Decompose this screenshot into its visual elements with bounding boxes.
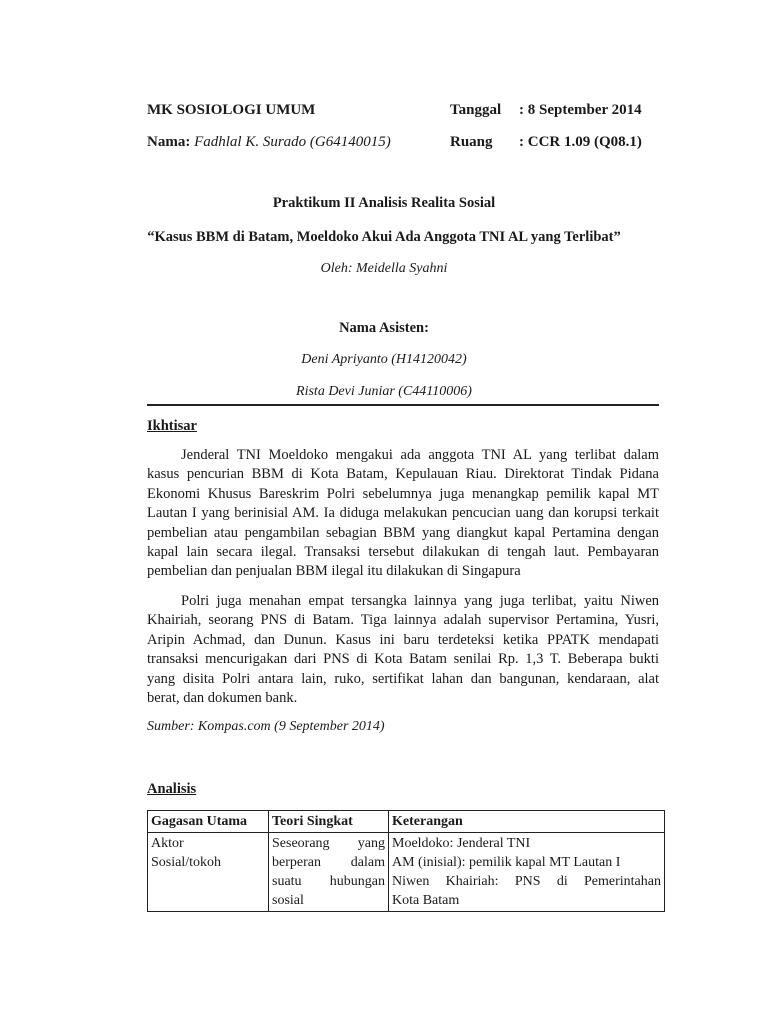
text-line: pembelian atau pengambilan sebagian BBM yang diangkut kapal Pertamina dengan: [147, 524, 659, 541]
cell-line: berperan dalam: [272, 855, 385, 870]
case-title: “Kasus BBM di Batam, Moeldoko Akui Ada Anggota TNI AL yang Terlibat”: [147, 229, 621, 245]
ikhtisar-paragraph-2: [147, 592, 659, 708]
source-citation: Sumber: Kompas.com (9 September 2014): [147, 719, 385, 734]
name-value: Fadhlal K. Surado (G64140015): [194, 134, 391, 150]
student-name-line: [147, 134, 391, 151]
date-value: : 8 September 2014: [519, 102, 642, 118]
table-row: [148, 833, 665, 912]
text-line: Khairiah, seorang PNS di Batam. Tiga lainnya adalah supervisor Pertamina, Yusri,: [147, 612, 659, 629]
cell-line: Niwen Khairiah: PNS di Pemerintahan: [392, 874, 661, 889]
assistants-label: Nama Asisten:: [339, 320, 429, 336]
cell-line: AM (inisial): pemilik kapal MT Lautan I: [392, 855, 621, 870]
room-value: : CCR 1.09 (Q08.1): [519, 134, 642, 150]
cell-line: Aktor: [151, 836, 184, 851]
cell-line: Kota Batam: [392, 893, 460, 908]
text-line: yang disita Polri antara lain, ruko, sertifikat lahan dan bangunan, kendaraan, alat: [147, 670, 659, 687]
cell-line: Moeldoko: Jenderal TNI: [392, 836, 531, 851]
text-line: Lautan I yang berinisial AM. Ia diduga melakukan pencucian uang dan korupsi terkait: [147, 505, 659, 522]
text-line: kapal lain secara ilegal. Transaksi tersebut dilakukan di tengah laut. Pembayaran: [147, 544, 659, 561]
table-header-row: [148, 811, 665, 833]
divider: [147, 404, 659, 406]
cell-line: suatu hubungan: [272, 874, 385, 889]
column-header: Gagasan Utama: [148, 811, 269, 833]
text-line: Jenderal TNI Moeldoko mengakui ada anggota TNI AL yang terlibat dalam: [181, 447, 659, 463]
cell-line: sosial: [272, 893, 304, 908]
text-line: berat, dan dokumen bank.: [147, 690, 298, 707]
author: Oleh: Meidella Syahni: [320, 261, 448, 276]
date-label: Tanggal: [450, 102, 502, 118]
column-header: Teori Singkat: [269, 811, 389, 833]
analisis-heading: Analisis: [147, 781, 197, 797]
practicum-title: Praktikum II Analisis Realita Sosial: [272, 195, 496, 211]
assistant-name: Deni Apriyanto (H14120042): [301, 352, 467, 367]
ikhtisar-paragraph-1: [147, 446, 659, 582]
text-line: Polri juga menahan empat tersangka lainnya yang juga terlibat, yaitu Niwen: [181, 593, 659, 609]
text-line: pembelian dan penjualan BBM ilegal itu dilakukan di Singapura: [147, 563, 521, 580]
ikhtisar-heading: Ikhtisar: [147, 418, 197, 434]
text-line: Ekonomi Khusus Bareskrim Polri sebelumnya juga menangkap pemilik kapal MT: [147, 485, 659, 502]
text-line: kasus pencurian BBM di Kota Batam, Kepulauan Riau. Direktorat Tindak Pidana: [147, 466, 659, 483]
keterangan-cell: [389, 833, 665, 912]
room-label: Ruang: [450, 134, 493, 150]
column-header: Keterangan: [389, 811, 665, 833]
analysis-table: [147, 810, 665, 912]
cell-line: Seseorang yang: [272, 836, 385, 851]
course-title: MK SOSIOLOGI UMUM: [147, 102, 316, 118]
teori-cell: [269, 833, 389, 912]
assistant-name: Rista Devi Juniar (C44110006): [296, 384, 472, 399]
cell-line: Sosial/tokoh: [151, 855, 222, 870]
text-line: transaksi mencurigakan dari PNS di Kota Batam senilai Rp. 1,3 T. Beberapa bukti: [147, 651, 659, 668]
text-line: Aripin Achmad, dan Dunun. Kasus ini baru terdeteksi ketika PPATK mendapati: [147, 631, 659, 648]
name-label: Nama:: [147, 134, 191, 150]
gagasan-cell: [148, 833, 269, 912]
